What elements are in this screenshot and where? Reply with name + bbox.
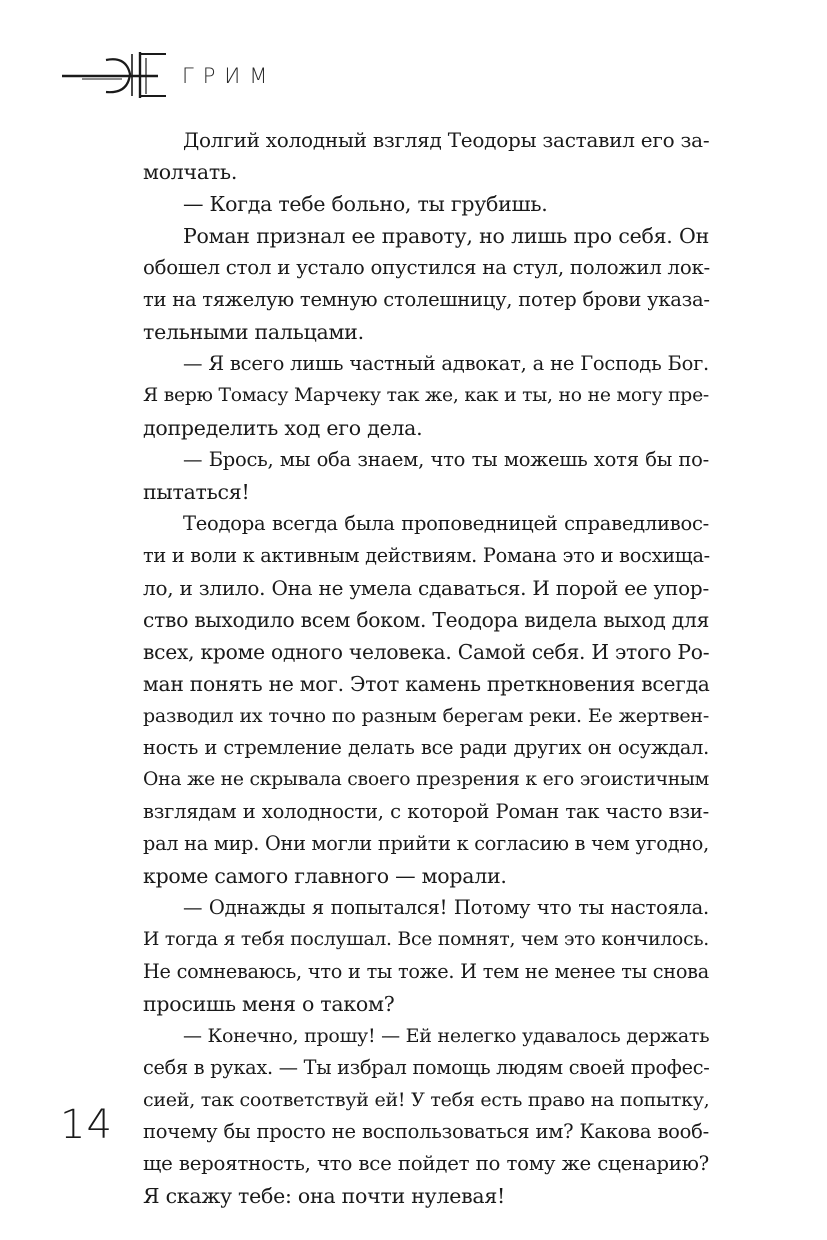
text-line: — Однажды я попытался! Потому что ты настояла. — [183, 896, 709, 919]
text-line: просишь меня о таком? — [143, 992, 395, 1016]
text-line: молчать. — [143, 160, 238, 184]
text-line: Не сомневаюсь, что и ты тоже. И тем не менее ты снова — [143, 960, 709, 983]
text-line: обошел стол и устало опустился на стул, положил лок- — [143, 256, 710, 279]
text-line: — Конечно, прошу! — Ей нелегко удавалось держать — [183, 1025, 710, 1047]
text-line: Долгий холодный взгляд Теодоры заставил его за- — [183, 128, 710, 152]
text-line: взглядам и холодности, с которой Роман так часто взи- — [143, 800, 709, 823]
text-line: ство выходило всем боком. Теодора видела выход для — [143, 608, 710, 632]
book-ornament-icon — [62, 50, 172, 100]
text-line: кроме самого главного — морали. — [143, 864, 507, 888]
page-header — [0, 50, 827, 110]
text-line: ще вероятность, что все пойдет по тому же сценарию? — [143, 1152, 709, 1175]
text-line: тельными пальцами. — [143, 320, 364, 344]
text-line: Теодора всегда была проповедницей справедливос- — [183, 512, 709, 535]
text-line: — Я всего лишь частный адвокат, а не Господь Бог. — [183, 352, 709, 375]
text-line: ти на тяжелую темную столешницу, потер брови указа- — [143, 288, 710, 311]
text-line: Я скажу тебе: она почти нулевая! — [143, 1184, 506, 1208]
running-head: ГРИМ — [182, 64, 277, 88]
text-line: Я верю Томасу Марчеку так же, как и ты, но не могу пре- — [143, 385, 709, 406]
text-line: допределить ход его дела. — [143, 416, 423, 440]
text-line: И тогда я тебя послушал. Все помнят, чем это кончилось. — [143, 929, 709, 950]
text-line: разводил их точно по разным берегам реки. Ее жертвен- — [143, 705, 709, 727]
page-number: 14 — [60, 1102, 113, 1148]
text-line: ло, и злило. Она не умела сдаваться. И порой ее упор- — [143, 576, 709, 600]
text-line: всех, кроме одного человека. Самой себя. И этого Ро- — [143, 640, 710, 664]
text-line: почему бы просто не воспользоваться им? Какова вооб- — [143, 1120, 709, 1143]
text-line: себя в руках. — Ты избрал помощь людям своей профес- — [143, 1056, 710, 1079]
text-line: пытаться! — [143, 480, 250, 504]
text-line: — Когда тебе больно, ты грубишь. — [183, 192, 548, 216]
text-line: ти и воли к активным действиям. Романа это и восхища- — [143, 544, 710, 567]
text-line: сией, так соответствуй ей! У тебя есть право на попытку, — [143, 1089, 710, 1111]
text-line: ман понять не мог. Этот камень преткновения всегда — [143, 672, 710, 696]
text-line: — Брось, мы оба знаем, что ты можешь хотя бы по- — [183, 448, 709, 471]
text-line: ность и стремление делать все ради других он осуждал. — [143, 736, 709, 759]
body-text — [143, 124, 709, 1212]
text-line: Роман признал ее правоту, но лишь про себя. Он — [183, 224, 709, 248]
text-line: рал на мир. Они могли прийти к согласию в чем угодно, — [143, 832, 709, 855]
text-line: Она же не скрывала своего презрения к его эгоистичным — [143, 769, 709, 790]
